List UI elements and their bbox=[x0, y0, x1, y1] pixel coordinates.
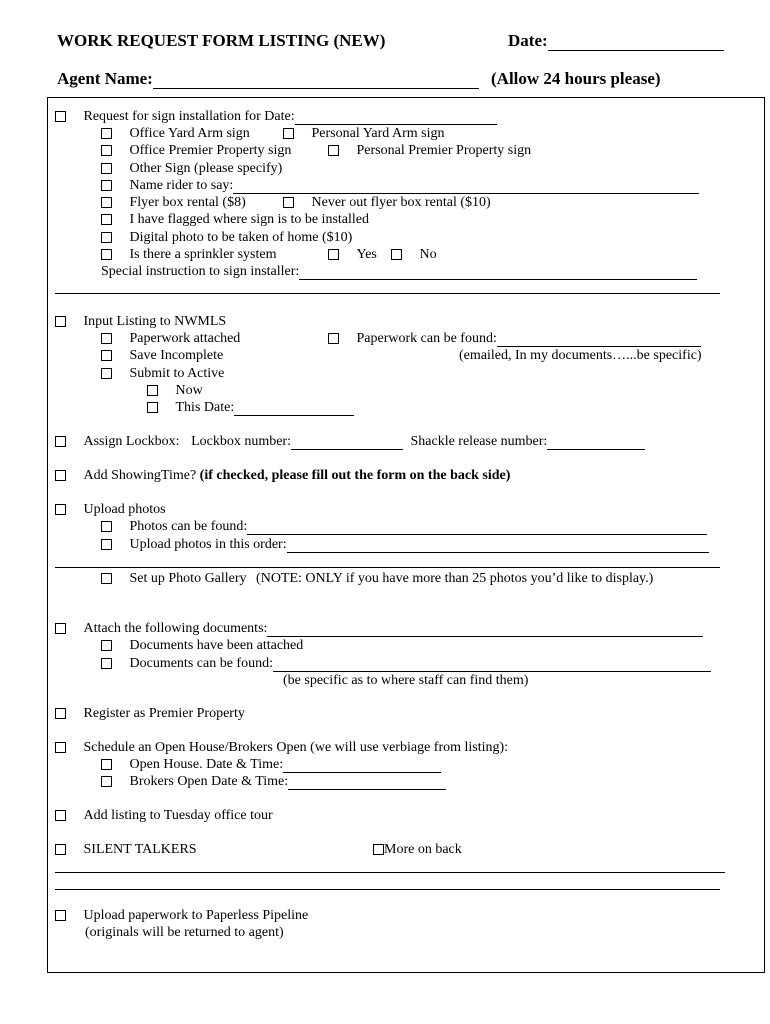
never-out-row: Never out flyer box rental ($10) bbox=[283, 194, 491, 211]
personal-premier-checkbox[interactable] bbox=[328, 145, 339, 156]
docs-found-field[interactable] bbox=[273, 657, 711, 672]
paperwork-attached-row: Paperwork attached bbox=[101, 330, 240, 347]
agent-name-field[interactable] bbox=[153, 72, 479, 89]
tour-checkbox[interactable] bbox=[55, 810, 66, 821]
paperwork-attached-checkbox[interactable] bbox=[101, 333, 112, 344]
special-instruction-row: Special instruction to sign installer: bbox=[101, 263, 697, 280]
open-house-row: Schedule an Open House/Brokers Open (we will use verbiage from listing): bbox=[55, 739, 508, 756]
sprinkler-no-checkbox[interactable] bbox=[391, 249, 402, 260]
never-out-checkbox[interactable] bbox=[283, 197, 294, 208]
name-rider-field[interactable] bbox=[233, 179, 699, 194]
docs-specific-note: (be specific as to where staff can find them) bbox=[283, 673, 529, 688]
brokers-open-checkbox[interactable] bbox=[101, 776, 112, 787]
now-row: Now bbox=[147, 382, 203, 399]
photo-gallery-checkbox[interactable] bbox=[101, 573, 112, 584]
lockbox-number-field[interactable] bbox=[291, 435, 403, 450]
more-on-back-checkbox[interactable] bbox=[373, 844, 384, 855]
tour-row: Add listing to Tuesday office tour bbox=[55, 807, 273, 824]
allow-note: (Allow 24 hours please) bbox=[491, 69, 661, 88]
this-date-field[interactable] bbox=[234, 401, 354, 416]
personal-premier-row: Personal Premier Property sign bbox=[328, 142, 531, 159]
agent-name-label: Agent Name: bbox=[57, 69, 479, 89]
sprinkler-checkbox[interactable] bbox=[101, 249, 112, 260]
docs-attached-checkbox[interactable] bbox=[101, 640, 112, 651]
name-rider-row: Name rider to say: bbox=[101, 177, 699, 194]
silent-talkers-checkbox[interactable] bbox=[55, 844, 66, 855]
sign-request-checkbox[interactable] bbox=[55, 111, 66, 122]
sprinkler-yes-row: Yes bbox=[328, 246, 377, 263]
photos-order-field[interactable] bbox=[287, 538, 709, 553]
photos-order-row: Upload photos in this order: bbox=[101, 536, 709, 553]
now-checkbox[interactable] bbox=[147, 385, 158, 396]
save-incomplete-checkbox[interactable] bbox=[101, 350, 112, 361]
originals-note: (originals will be returned to agent) bbox=[85, 925, 284, 940]
premier-row: Register as Premier Property bbox=[55, 705, 245, 722]
separator-line bbox=[55, 293, 720, 294]
nwmls-checkbox[interactable] bbox=[55, 316, 66, 327]
separator-line bbox=[55, 567, 720, 568]
save-incomplete-row: Save Incomplete bbox=[101, 347, 223, 364]
paperwork-found-checkbox[interactable] bbox=[328, 333, 339, 344]
emailed-note: (emailed, In my documents…...be specific) bbox=[459, 348, 702, 363]
name-rider-checkbox[interactable] bbox=[101, 180, 112, 191]
flyer-checkbox[interactable] bbox=[101, 197, 112, 208]
submit-active-row: Submit to Active bbox=[101, 365, 224, 382]
flagged-checkbox[interactable] bbox=[101, 214, 112, 225]
upload-photos-row: Upload photos bbox=[55, 501, 166, 518]
open-house-date-row: Open House. Date & Time: bbox=[101, 756, 441, 773]
separator-line bbox=[55, 872, 725, 873]
form-title: WORK REQUEST FORM LISTING (NEW) bbox=[57, 31, 386, 50]
shackle-number-field[interactable] bbox=[547, 435, 645, 450]
photo-gallery-row: Set up Photo Gallery (NOTE: ONLY if you have more than 25 photos you’d like to display.) bbox=[101, 570, 653, 587]
separator-line bbox=[55, 889, 720, 890]
office-yard-checkbox[interactable] bbox=[101, 128, 112, 139]
brokers-open-field[interactable] bbox=[288, 775, 446, 790]
paperwork-found-field[interactable] bbox=[497, 332, 701, 347]
sign-date-field[interactable] bbox=[295, 110, 497, 125]
sprinkler-row: Is there a sprinkler system bbox=[101, 246, 276, 263]
paperless-checkbox[interactable] bbox=[55, 910, 66, 921]
lockbox-checkbox[interactable] bbox=[55, 436, 66, 447]
sprinkler-yes-checkbox[interactable] bbox=[328, 249, 339, 260]
more-on-back-row: More on back bbox=[373, 841, 462, 858]
digital-photo-checkbox[interactable] bbox=[101, 232, 112, 243]
upload-photos-checkbox[interactable] bbox=[55, 504, 66, 515]
photos-found-checkbox[interactable] bbox=[101, 521, 112, 532]
docs-attached-row: Documents have been attached bbox=[101, 637, 303, 654]
paperless-row: Upload paperwork to Paperless Pipeline bbox=[55, 907, 308, 924]
docs-found-row: Documents can be found: bbox=[101, 655, 711, 672]
open-house-checkbox[interactable] bbox=[55, 742, 66, 753]
premier-checkbox[interactable] bbox=[55, 708, 66, 719]
silent-talkers-row: SILENT TALKERS bbox=[55, 841, 197, 858]
open-house-date-field[interactable] bbox=[283, 758, 441, 773]
photos-order-checkbox[interactable] bbox=[101, 539, 112, 550]
flagged-row: I have flagged where sign is to be installed bbox=[101, 211, 369, 228]
office-premier-checkbox[interactable] bbox=[101, 145, 112, 156]
sign-request-row: Request for sign installation for Date: bbox=[55, 108, 497, 125]
attach-docs-row: Attach the following documents: bbox=[55, 620, 703, 637]
brokers-open-row: Brokers Open Date & Time: bbox=[101, 773, 446, 790]
showingtime-row: Add ShowingTime? (if checked, please fill out the form on the back side) bbox=[55, 467, 510, 484]
sprinkler-no-row: No bbox=[391, 246, 437, 263]
submit-active-checkbox[interactable] bbox=[101, 368, 112, 379]
office-yard-row: Office Yard Arm sign bbox=[101, 125, 250, 142]
date-label: Date: bbox=[508, 31, 724, 51]
open-house-date-checkbox[interactable] bbox=[101, 759, 112, 770]
photos-found-field[interactable] bbox=[247, 520, 707, 535]
date-field[interactable] bbox=[548, 34, 724, 51]
other-sign-row: Other Sign (please specify) bbox=[101, 160, 282, 177]
personal-yard-checkbox[interactable] bbox=[283, 128, 294, 139]
docs-found-checkbox[interactable] bbox=[101, 658, 112, 669]
attach-docs-checkbox[interactable] bbox=[55, 623, 66, 634]
paperwork-found-row: Paperwork can be found: bbox=[328, 330, 701, 347]
special-instruction-field[interactable] bbox=[299, 265, 697, 280]
personal-yard-row: Personal Yard Arm sign bbox=[283, 125, 445, 142]
flyer-row: Flyer box rental ($8) bbox=[101, 194, 246, 211]
this-date-checkbox[interactable] bbox=[147, 402, 158, 413]
other-sign-checkbox[interactable] bbox=[101, 163, 112, 174]
lockbox-row: Assign Lockbox: Lockbox number: Shackle release number: bbox=[55, 433, 645, 450]
attach-docs-field[interactable] bbox=[267, 622, 703, 637]
showingtime-checkbox[interactable] bbox=[55, 470, 66, 481]
office-premier-row: Office Premier Property sign bbox=[101, 142, 291, 159]
photos-found-row: Photos can be found: bbox=[101, 518, 707, 535]
digital-photo-row: Digital photo to be taken of home ($10) bbox=[101, 229, 352, 246]
nwmls-row: Input Listing to NWMLS bbox=[55, 313, 226, 330]
this-date-row: This Date: bbox=[147, 399, 354, 416]
